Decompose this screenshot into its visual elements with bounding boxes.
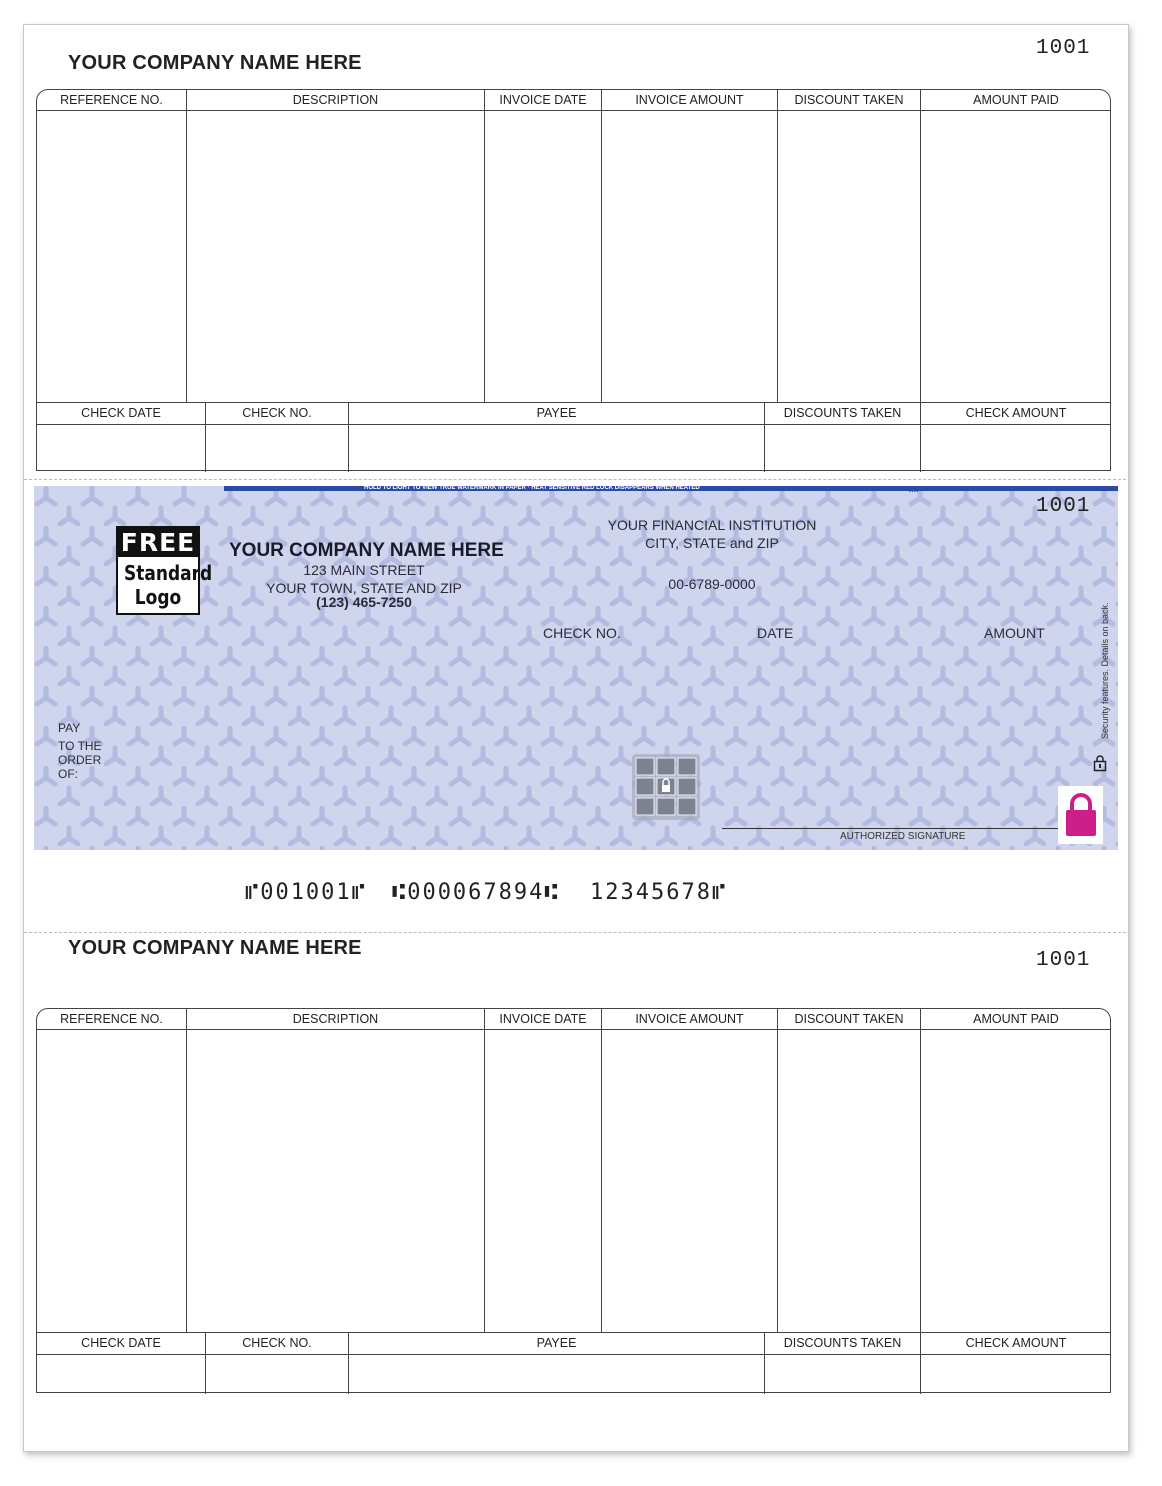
header-discount-taken: DISCOUNT TAKEN	[794, 93, 904, 107]
header-discounts-taken: DISCOUNTS TAKEN	[783, 1336, 902, 1350]
mp-mark: MP	[909, 486, 923, 494]
bottom-stub-check-number: 1001	[1036, 949, 1091, 972]
routing-fraction: 00-6789-0000	[668, 576, 756, 592]
small-lock-icon	[1093, 754, 1107, 772]
perforation-line	[24, 479, 1126, 480]
authorized-signature-label: AUTHORIZED SIGNATURE	[840, 831, 966, 842]
header-description: DESCRIPTION	[292, 93, 379, 107]
header-invoice-amount: INVOICE AMOUNT	[635, 93, 744, 107]
header-check-date: CHECK DATE	[81, 1336, 161, 1350]
security-banner-text: HOLD TO LIGHT TO VIEW TRUE WATERMARK IN PAPER · HEAT SENSITIVE RED LOCK DISAPPEARS WHEN HEATED	[364, 486, 700, 491]
header-reference-no: REFERENCE NO.	[60, 93, 163, 107]
header-discount-taken: DISCOUNT TAKEN	[794, 1012, 904, 1026]
summary-header-divider	[37, 1354, 1110, 1355]
company-address-1: 123 MAIN STREET	[303, 562, 425, 578]
column-divider	[186, 1009, 187, 1333]
header-invoice-date: INVOICE DATE	[499, 1012, 587, 1026]
logo-line-1: Standard	[124, 561, 213, 585]
company-phone: (123) 465-7250	[316, 594, 412, 610]
header-amount-paid: AMOUNT PAID	[973, 93, 1059, 107]
logo-free-text: FREE	[118, 528, 198, 557]
summary-header-divider	[37, 424, 1110, 425]
header-payee: PAYEE	[536, 1336, 577, 1350]
header-payee: PAYEE	[536, 406, 577, 420]
column-divider	[920, 90, 921, 403]
logo-line-2: Logo	[134, 585, 182, 609]
signature-line	[722, 828, 1062, 829]
column-divider	[920, 1009, 921, 1333]
header-check-no: CHECK NO.	[242, 406, 312, 420]
check-body	[34, 486, 1118, 850]
header-check-date: CHECK DATE	[81, 406, 161, 420]
micr-check-number: ⑈001001⑈	[245, 880, 367, 905]
header-invoice-amount: INVOICE AMOUNT	[635, 1012, 744, 1026]
column-divider	[777, 90, 778, 403]
company-logo	[116, 526, 213, 615]
company-address-2: YOUR TOWN, STATE AND ZIP	[266, 580, 462, 596]
column-divider	[601, 90, 602, 403]
header-invoice-date: INVOICE DATE	[499, 93, 587, 107]
security-features-note: Security features. Details on back.	[1100, 602, 1110, 739]
check-number: 1001	[1036, 495, 1091, 518]
label-pay: PAY	[58, 721, 81, 735]
top-stub-company-name: YOUR COMPANY NAME HERE	[68, 52, 362, 74]
hologram-seal	[632, 754, 700, 820]
header-check-amount: CHECK AMOUNT	[965, 1336, 1067, 1350]
label-date: DATE	[757, 625, 794, 641]
top-stub-check-number: 1001	[1036, 37, 1091, 60]
header-check-amount: CHECK AMOUNT	[965, 406, 1067, 420]
column-divider	[484, 90, 485, 403]
column-divider	[777, 1009, 778, 1333]
check-company-name: YOUR COMPANY NAME HERE	[229, 540, 504, 561]
perforation-line	[24, 932, 1126, 933]
heat-sensitive-lock-icon	[1064, 792, 1098, 838]
header-amount-paid: AMOUNT PAID	[973, 1012, 1059, 1026]
header-reference-no: REFERENCE NO.	[60, 1012, 163, 1026]
column-divider	[186, 90, 187, 403]
micr-account-number: 12345678⑈	[590, 880, 728, 905]
label-order: ORDER	[58, 753, 102, 767]
bottom-stub-company-name: YOUR COMPANY NAME HERE	[68, 937, 362, 959]
label-of: OF:	[58, 767, 78, 781]
bottom-stub-table	[36, 1008, 1111, 1393]
top-stub-table	[36, 89, 1111, 471]
column-divider	[484, 1009, 485, 1333]
column-divider	[601, 1009, 602, 1333]
bank-city-state-zip: CITY, STATE and ZIP	[645, 535, 779, 551]
label-amount: AMOUNT	[984, 625, 1045, 641]
label-to-the: TO THE	[58, 739, 102, 753]
bank-name: YOUR FINANCIAL INSTITUTION	[607, 517, 817, 533]
header-discounts-taken: DISCOUNTS TAKEN	[783, 406, 902, 420]
label-check-no: CHECK NO.	[543, 625, 621, 641]
micr-routing-number: ⑆000067894⑆	[392, 880, 560, 905]
header-description: DESCRIPTION	[292, 1012, 379, 1026]
header-check-no: CHECK NO.	[242, 1336, 312, 1350]
